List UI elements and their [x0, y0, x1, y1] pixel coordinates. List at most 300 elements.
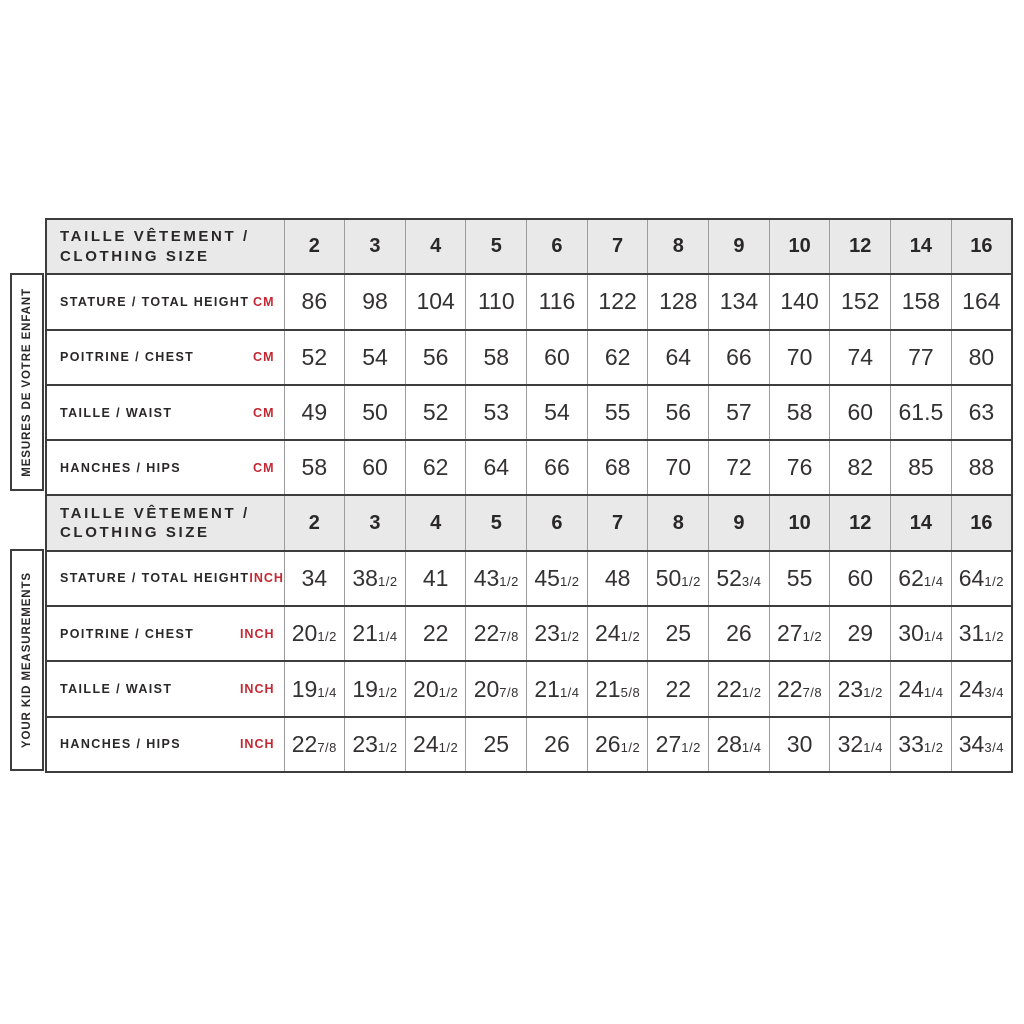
value-whole: 19: [352, 675, 378, 702]
value-whole: 23: [534, 620, 560, 647]
value-whole: 85: [908, 454, 934, 481]
measurement-value: [830, 385, 891, 440]
value-whole: 52: [301, 343, 328, 370]
value-whole: 32: [837, 730, 864, 757]
size-column-header: 12: [830, 219, 891, 274]
value-whole: 19: [291, 675, 318, 702]
measurement-value: [587, 661, 648, 716]
value-whole: 66: [726, 343, 752, 370]
measurement-row: [46, 717, 1012, 772]
measurement-label-wrap: [47, 406, 284, 420]
measurement-value: [587, 717, 648, 772]
measurement-value: [405, 717, 466, 772]
measurement-value: [527, 385, 588, 440]
measurement-value: [587, 385, 648, 440]
value-fraction: 1/2: [681, 573, 701, 589]
measurement-row: [46, 440, 1012, 495]
measurement-value: [769, 440, 830, 495]
value-whole: 152: [841, 288, 880, 315]
measurement-value: [527, 551, 588, 606]
size-table-body: [46, 219, 1012, 772]
measurement-value: [345, 440, 406, 495]
value-whole: 58: [483, 343, 510, 370]
value-fraction: 1/2: [559, 573, 580, 589]
value-whole: 22: [473, 620, 500, 647]
measurement-value: [527, 717, 588, 772]
measurement-value: [891, 330, 952, 385]
value-whole: 98: [362, 288, 388, 315]
value-whole: 58: [301, 454, 328, 481]
value-fraction: 1/2: [984, 629, 1004, 645]
measurement-value: [648, 606, 709, 661]
measurement-label: POITRINE / CHEST: [60, 350, 195, 365]
measurement-value: [466, 330, 527, 385]
value-whole: 29: [847, 620, 874, 647]
size-column-header: 5: [466, 495, 527, 550]
value-whole: 27: [655, 730, 682, 757]
measurement-value: [648, 717, 709, 772]
size-column-header: 16: [951, 219, 1012, 274]
value-fraction: 7/8: [499, 684, 519, 700]
measurement-value: [648, 274, 709, 329]
measurement-value: [648, 661, 709, 716]
measurement-value: [345, 274, 406, 329]
measurement-value: [466, 385, 527, 440]
size-column-header: 6: [527, 219, 588, 274]
measurement-value: [587, 606, 648, 661]
measurement-value: [891, 717, 952, 772]
measurement-label-wrap: [47, 571, 284, 585]
value-whole: 20: [413, 675, 439, 702]
value-whole: 82: [847, 454, 874, 481]
measurement-label-cell: [46, 606, 284, 661]
measurement-value: [709, 440, 770, 495]
value-whole: 60: [362, 454, 388, 481]
measurement-value: [345, 661, 406, 716]
value-whole: 28: [716, 730, 742, 757]
value-whole: 164: [962, 288, 1001, 315]
unit-label: INCH: [239, 737, 275, 752]
measurement-value: [648, 551, 709, 606]
value-fraction: 1/2: [559, 629, 580, 645]
measurement-value: [345, 606, 406, 661]
size-column-header: 14: [891, 495, 952, 550]
value-fraction: 1/2: [802, 629, 823, 645]
size-column-header: 8: [648, 219, 709, 274]
value-whole: 45: [534, 564, 560, 591]
measurement-value: [466, 274, 527, 329]
section-label-box-cm: [10, 273, 44, 491]
measurement-value: [709, 717, 770, 772]
measurement-value: [709, 661, 770, 716]
value-fraction: 3/4: [984, 739, 1004, 755]
value-whole: 63: [968, 399, 995, 426]
value-whole: 54: [544, 399, 570, 426]
value-whole: 55: [786, 564, 813, 591]
value-whole: 88: [968, 454, 995, 481]
measurement-value: [587, 274, 648, 329]
size-header-label-line1: TAILLE VÊTEMENT /: [60, 504, 250, 522]
size-column-header: 7: [587, 219, 648, 274]
measurement-label-wrap: [47, 627, 284, 641]
measurement-value: [284, 606, 345, 661]
value-whole: 53: [483, 399, 510, 426]
measurement-value: [709, 385, 770, 440]
value-whole: 52: [716, 564, 742, 591]
size-header-label-cell: [46, 495, 284, 550]
measurement-row: [46, 385, 1012, 440]
measurement-value: [527, 330, 588, 385]
size-column-header: 5: [466, 219, 527, 274]
unit-label: CM: [253, 294, 275, 309]
measurement-row: [46, 330, 1012, 385]
value-fraction: 1/2: [377, 739, 398, 755]
measurement-value: [466, 440, 527, 495]
size-column-header: 8: [648, 495, 709, 550]
measurement-value: [405, 606, 466, 661]
measurement-value: [284, 385, 345, 440]
measurement-row: [46, 661, 1012, 716]
value-whole: 21: [595, 675, 621, 702]
measurement-value: [891, 385, 952, 440]
unit-label: CM: [253, 460, 275, 475]
measurement-label-cell: [46, 274, 284, 329]
value-whole: 122: [598, 288, 637, 315]
value-fraction: 1/4: [923, 684, 944, 700]
measurement-value: [769, 661, 830, 716]
value-whole: 48: [604, 564, 631, 591]
value-whole: 60: [847, 564, 874, 591]
measurement-label: TAILLE / WAIST: [60, 682, 173, 697]
measurement-value: [405, 440, 466, 495]
value-fraction: 1/4: [317, 684, 337, 700]
value-whole: 34: [301, 564, 328, 591]
measurement-value: [587, 440, 648, 495]
value-whole: 54: [362, 343, 388, 370]
value-whole: 61.5: [898, 399, 944, 426]
value-fraction: 3/4: [741, 573, 762, 589]
measurement-value: [405, 385, 466, 440]
value-whole: 26: [726, 620, 752, 647]
value-fraction: 7/8: [802, 684, 823, 700]
measurement-value: [345, 717, 406, 772]
measurement-value: [284, 274, 345, 329]
measurement-value: [769, 551, 830, 606]
measurement-value: [284, 440, 345, 495]
size-column-header: 10: [769, 219, 830, 274]
value-fraction: 5/8: [620, 684, 641, 700]
value-fraction: 1/2: [438, 684, 459, 700]
measurement-value: [951, 330, 1012, 385]
measurement-value: [709, 606, 770, 661]
measurement-value: [951, 661, 1012, 716]
value-whole: 128: [659, 288, 698, 315]
value-fraction: 1/4: [863, 739, 883, 755]
value-whole: 24: [595, 620, 621, 647]
value-whole: 52: [422, 399, 449, 426]
value-whole: 33: [898, 730, 924, 757]
measurement-value: [405, 661, 466, 716]
size-column-header: 14: [891, 219, 952, 274]
value-fraction: 1/2: [620, 739, 641, 755]
value-whole: 104: [416, 288, 455, 315]
value-whole: 116: [538, 288, 576, 315]
size-column-header: 2: [284, 219, 345, 274]
value-fraction: 1/4: [923, 573, 944, 589]
value-whole: 24: [898, 675, 924, 702]
measurement-label-wrap: [47, 737, 284, 751]
measurement-value: [527, 274, 588, 329]
measurement-value: [345, 330, 406, 385]
measurement-value: [830, 661, 891, 716]
measurement-value: [709, 551, 770, 606]
measurement-label: HANCHES / HIPS: [60, 737, 182, 752]
measurement-value: [891, 606, 952, 661]
measurement-row: [46, 551, 1012, 606]
size-header-row: [46, 219, 1012, 274]
value-whole: 134: [719, 288, 759, 315]
measurement-value: [830, 330, 891, 385]
value-whole: 66: [544, 454, 570, 481]
size-column-header: 3: [345, 495, 406, 550]
size-column-header: 7: [587, 495, 648, 550]
value-whole: 21: [534, 675, 560, 702]
size-column-header: 3: [345, 219, 406, 274]
section-label-mesures-de-votre-enfant: MESURES DE VOTRE ENFANT: [21, 287, 33, 477]
size-header-label: [47, 227, 284, 266]
value-whole: 57: [726, 399, 752, 426]
size-column-header: 9: [709, 219, 770, 274]
value-whole: 22: [291, 730, 318, 757]
value-whole: 22: [422, 620, 449, 647]
measurement-value: [830, 440, 891, 495]
measurement-label-cell: [46, 440, 284, 495]
value-whole: 56: [422, 343, 449, 370]
value-fraction: 1/2: [741, 684, 762, 700]
value-whole: 76: [786, 454, 813, 481]
value-whole: 62: [604, 343, 631, 370]
value-fraction: 1/2: [984, 573, 1004, 589]
measurement-value: [769, 274, 830, 329]
value-whole: 58: [786, 399, 813, 426]
value-whole: 20: [473, 675, 500, 702]
value-whole: 23: [837, 675, 864, 702]
measurement-label: TAILLE / WAIST: [60, 405, 173, 420]
measurement-value: [891, 661, 952, 716]
measurement-value: [951, 606, 1012, 661]
measurement-value: [769, 717, 830, 772]
value-fraction: 1/2: [681, 739, 701, 755]
value-whole: 30: [786, 730, 813, 757]
size-header-label-line1: TAILLE VÊTEMENT /: [60, 228, 250, 246]
value-whole: 77: [908, 343, 934, 370]
value-whole: 110: [477, 288, 515, 315]
value-whole: 50: [655, 564, 682, 591]
measurement-value: [951, 440, 1012, 495]
value-whole: 70: [786, 343, 813, 370]
value-fraction: 1/2: [863, 684, 883, 700]
value-whole: 74: [847, 343, 874, 370]
value-whole: 26: [595, 730, 621, 757]
measurement-value: [951, 717, 1012, 772]
measurement-label: HANCHES / HIPS: [60, 460, 182, 475]
value-whole: 41: [422, 564, 449, 591]
size-column-header: 12: [830, 495, 891, 550]
measurement-value: [345, 385, 406, 440]
measurement-label-wrap: [47, 682, 284, 696]
measurement-label-wrap: [47, 461, 284, 475]
value-whole: 62: [898, 564, 924, 591]
unit-label: INCH: [249, 571, 284, 586]
measurement-value: [648, 385, 709, 440]
measurement-value: [405, 551, 466, 606]
value-whole: 24: [958, 675, 985, 702]
measurement-value: [891, 440, 952, 495]
measurement-label: STATURE / TOTAL HEIGHT: [60, 294, 250, 309]
value-whole: 64: [665, 343, 692, 370]
value-whole: 22: [716, 675, 742, 702]
value-whole: 30: [898, 620, 924, 647]
measurement-value: [709, 274, 770, 329]
measurement-value: [891, 551, 952, 606]
section-label-your-kid-measurements: YOUR KID MEASUREMENTS: [21, 571, 33, 749]
measurement-label-cell: [46, 717, 284, 772]
measurement-value: [466, 551, 527, 606]
value-fraction: 7/8: [499, 629, 519, 645]
measurement-value: [830, 551, 891, 606]
size-column-header: 6: [527, 495, 588, 550]
value-fraction: 7/8: [317, 739, 337, 755]
size-column-header: 9: [709, 495, 770, 550]
section-label-box-inch: [10, 549, 44, 771]
size-header-label-cell: [46, 219, 284, 274]
value-fraction: 1/2: [317, 629, 337, 645]
unit-label: CM: [253, 405, 275, 420]
value-whole: 49: [301, 399, 328, 426]
measurement-value: [709, 330, 770, 385]
value-fraction: 1/2: [438, 739, 459, 755]
measurement-value: [830, 717, 891, 772]
measurement-value: [405, 274, 466, 329]
value-whole: 23: [352, 730, 378, 757]
value-fraction: 1/2: [923, 739, 944, 755]
value-whole: 34: [958, 730, 985, 757]
value-fraction: 1/4: [559, 684, 580, 700]
measurement-value: [769, 606, 830, 661]
size-chart-table: [45, 218, 1013, 773]
measurement-value: [587, 551, 648, 606]
value-whole: 86: [301, 288, 328, 315]
value-whole: 22: [776, 675, 803, 702]
measurement-value: [769, 330, 830, 385]
value-fraction: 1/2: [377, 573, 398, 589]
value-fraction: 1/4: [741, 739, 762, 755]
value-whole: 25: [665, 620, 692, 647]
value-whole: 72: [726, 454, 752, 481]
value-whole: 158: [901, 288, 941, 315]
value-whole: 64: [483, 454, 510, 481]
size-header-label: [47, 504, 284, 543]
value-fraction: 1/2: [620, 629, 641, 645]
measurement-value: [648, 330, 709, 385]
value-whole: 38: [352, 564, 378, 591]
value-whole: 60: [847, 399, 874, 426]
measurement-value: [951, 551, 1012, 606]
measurement-value: [951, 385, 1012, 440]
measurement-label-cell: [46, 330, 284, 385]
measurement-value: [527, 661, 588, 716]
value-whole: 56: [665, 399, 692, 426]
measurement-value: [466, 661, 527, 716]
unit-label: INCH: [239, 626, 275, 641]
measurement-value: [345, 551, 406, 606]
measurement-value: [284, 717, 345, 772]
value-whole: 80: [968, 343, 995, 370]
value-fraction: 1/2: [377, 684, 398, 700]
measurement-value: [527, 440, 588, 495]
measurement-value: [891, 274, 952, 329]
measurement-value: [830, 606, 891, 661]
measurement-value: [587, 330, 648, 385]
value-fraction: 3/4: [984, 684, 1004, 700]
value-whole: 25: [483, 730, 510, 757]
measurement-label: POITRINE / CHEST: [60, 626, 195, 641]
size-column-header: 10: [769, 495, 830, 550]
measurement-value: [527, 606, 588, 661]
measurement-value: [466, 717, 527, 772]
measurement-value: [830, 274, 891, 329]
value-fraction: 1/2: [499, 573, 519, 589]
size-header-label-line2: CLOTHING SIZE: [60, 524, 210, 542]
measurement-value: [284, 551, 345, 606]
measurement-label: STATURE / TOTAL HEIGHT: [60, 571, 250, 586]
measurement-value: [648, 440, 709, 495]
value-whole: 26: [544, 730, 570, 757]
measurement-value: [284, 661, 345, 716]
value-whole: 22: [665, 675, 692, 702]
value-whole: 27: [776, 620, 803, 647]
measurement-label-cell: [46, 661, 284, 716]
value-fraction: 1/4: [377, 629, 398, 645]
unit-label: CM: [253, 350, 275, 365]
measurement-row: [46, 274, 1012, 329]
measurement-label-wrap: [47, 350, 284, 364]
value-whole: 140: [780, 288, 819, 315]
value-fraction: 1/4: [923, 629, 944, 645]
value-whole: 24: [413, 730, 439, 757]
size-column-header: 16: [951, 495, 1012, 550]
measurement-value: [466, 606, 527, 661]
size-header-row: [46, 495, 1012, 550]
value-whole: 21: [352, 620, 378, 647]
measurement-value: [769, 385, 830, 440]
value-whole: 50: [362, 399, 388, 426]
measurement-value: [284, 330, 345, 385]
value-whole: 31: [958, 620, 985, 647]
measurement-label-cell: [46, 551, 284, 606]
measurement-label-wrap: [47, 295, 284, 309]
value-whole: 64: [958, 564, 985, 591]
size-header-label-line2: CLOTHING SIZE: [60, 247, 210, 265]
size-column-header: 4: [405, 495, 466, 550]
value-whole: 43: [473, 564, 500, 591]
measurement-label-cell: [46, 385, 284, 440]
value-whole: 70: [665, 454, 692, 481]
value-whole: 60: [544, 343, 570, 370]
value-whole: 20: [291, 620, 318, 647]
unit-label: INCH: [239, 682, 275, 697]
value-whole: 62: [422, 454, 449, 481]
